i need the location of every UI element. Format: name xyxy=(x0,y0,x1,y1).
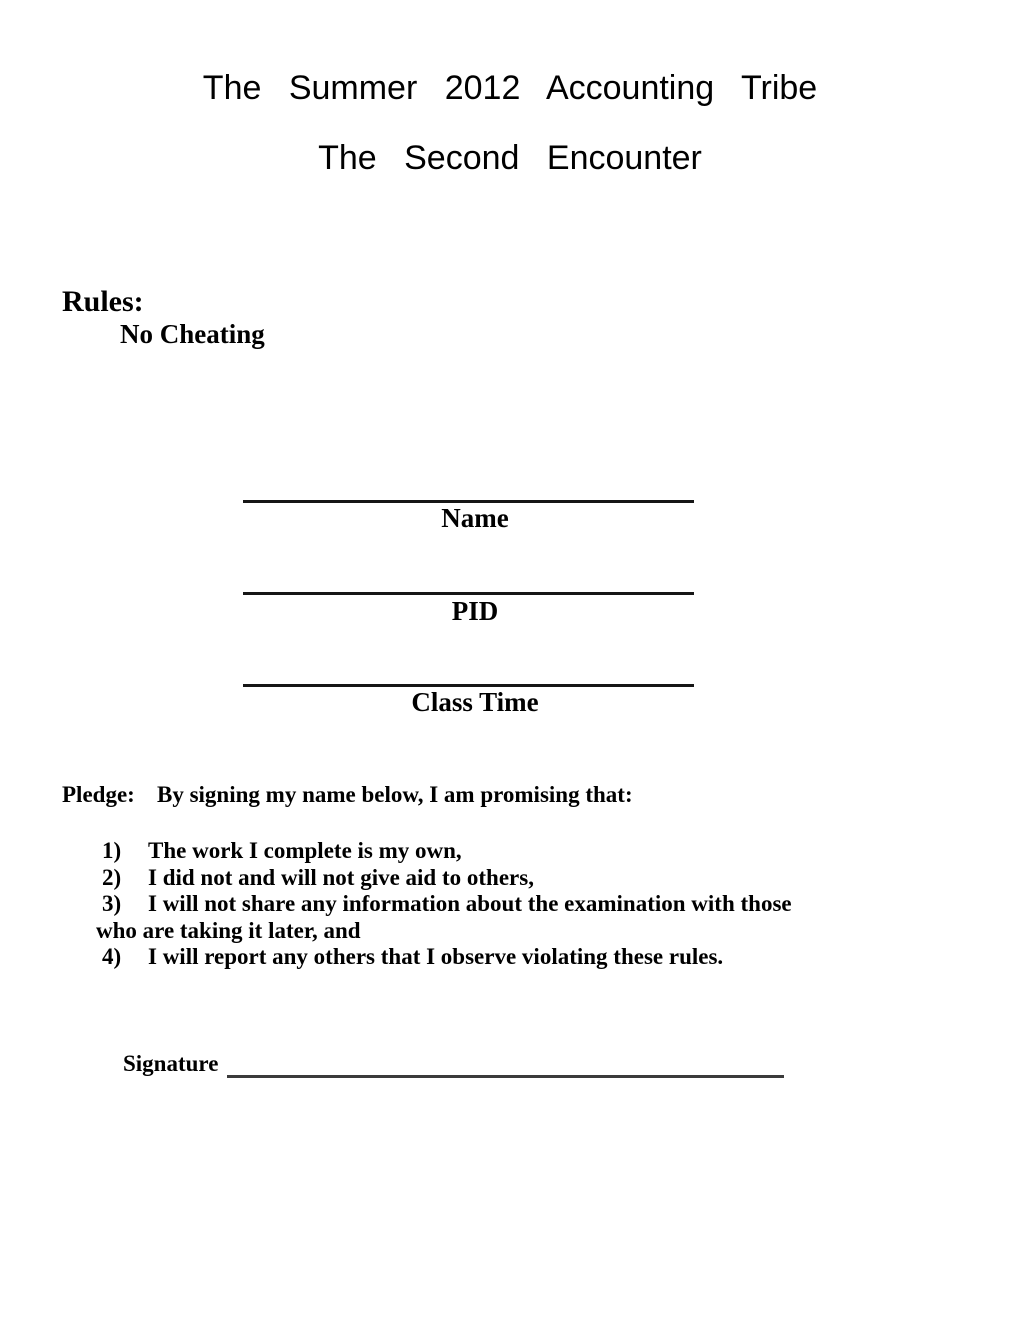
rules-heading: Rules: xyxy=(62,285,144,318)
signature-blank-line xyxy=(227,1075,784,1078)
name-field-label: Name xyxy=(441,503,509,533)
signature-label: Signature xyxy=(123,1051,219,1076)
rules-item-no-cheating: No Cheating xyxy=(120,319,265,349)
pledge-list xyxy=(96,838,886,971)
pledge-item-2-number: 2) xyxy=(102,864,122,890)
pledge-item-3 xyxy=(96,891,886,918)
document-subtitle: The Second Encounter xyxy=(318,139,702,177)
pledge-item-4 xyxy=(96,944,886,971)
pledge-item-2-text: I did not and will not give aid to others, xyxy=(148,864,534,890)
pid-blank-line xyxy=(243,592,694,595)
pledge-item-1-number: 1) xyxy=(102,838,122,863)
pledge-label: Pledge: xyxy=(62,782,135,807)
pledge-item-2 xyxy=(96,865,886,892)
pid-field-label: PID xyxy=(451,596,499,626)
pledge-item-3-continuation xyxy=(96,918,886,945)
document-title: The Summer 2012 Accounting Tribe xyxy=(202,69,818,107)
pledge-item-1 xyxy=(96,838,886,865)
pledge-item-3-continuation-text: who are taking it later, and xyxy=(96,917,361,943)
pledge-item-1-text: The work I complete is my own, xyxy=(148,838,462,863)
class-time-field-label: Class Time xyxy=(411,687,539,717)
pledge-item-3-text: I will not share any information about the examination with those xyxy=(148,891,792,916)
pledge-item-4-text: I will report any others that I observe violating these rules. xyxy=(148,944,724,969)
pledge-item-4-number: 4) xyxy=(102,944,122,969)
pledge-intro-text: By signing my name below, I am promising that: xyxy=(157,782,633,807)
pledge-item-3-number: 3) xyxy=(102,891,122,916)
